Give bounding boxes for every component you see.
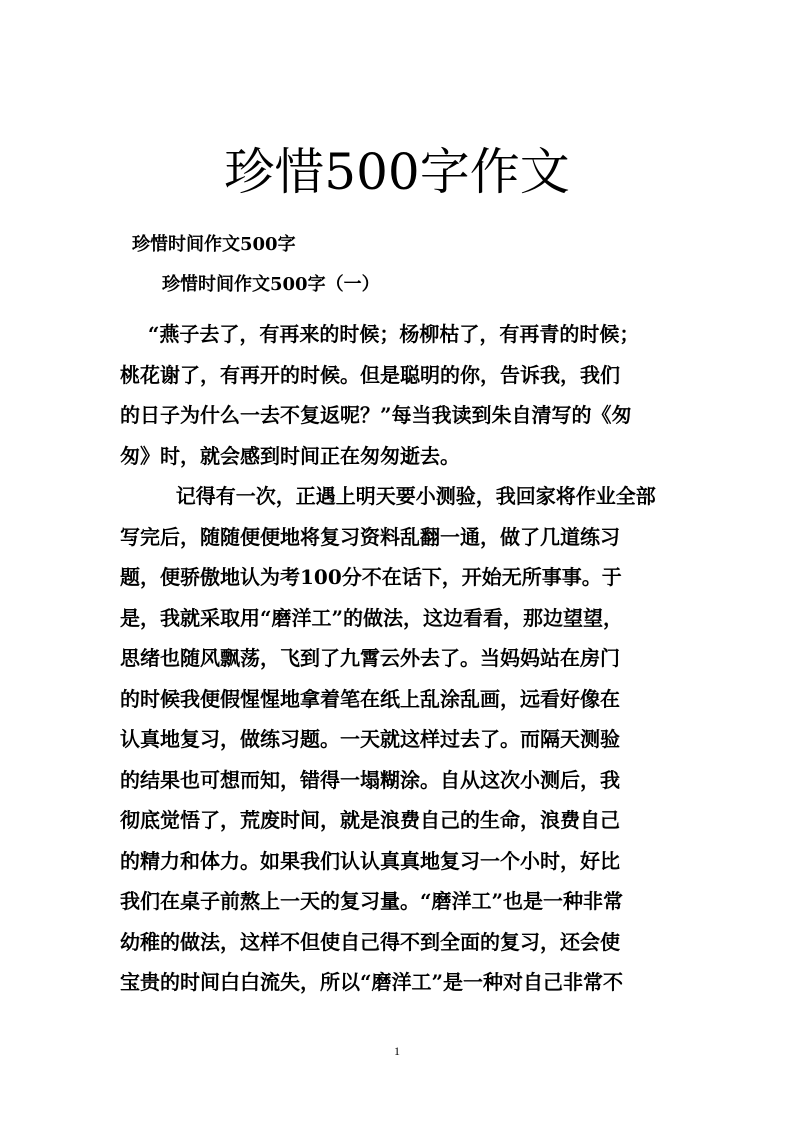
- text-line: 题，便骄傲地认为考100分不在话下，开始无所事事。于: [120, 565, 622, 589]
- text-line: 的结果也可想而知，错得一塌糊涂。自从这次小测后，我: [120, 767, 620, 792]
- text-line: 幼稚的做法，这样不但使自己得不到全面的复习，还会使: [120, 929, 620, 954]
- text-line: “燕子去了，有再来的时候；杨柳枯了，有再青的时候；: [120, 322, 640, 346]
- document-subtitle: 珍惜时间作文500字: [132, 234, 296, 255]
- text-line: 桃花谢了，有再开的时候。但是聪明的你，告诉我，我们: [120, 362, 620, 387]
- text-line: 认真地复习，做练习题。一天就这样过去了。而隔天测验: [120, 727, 620, 751]
- text-line: 匆》时，就会感到时间正在匆匆逝去。: [120, 443, 460, 468]
- essay-body: [120, 314, 680, 1003]
- paragraph-2: [120, 476, 680, 1003]
- section-heading: 珍惜时间作文500字（一）: [162, 274, 380, 295]
- paragraph-1: [120, 314, 680, 476]
- text-line: 的日子为什么一去不复返呢？”每当我读到朱自清写的《匆: [120, 403, 632, 427]
- text-line: 写完后，随随便便地将复习资料乱翻一通，做了几道练习: [120, 524, 620, 549]
- document-title: 珍惜500字作文: [224, 143, 570, 201]
- text-line: 我们在桌子前熬上一天的复习量。“磨洋工”也是一种非常: [120, 889, 624, 913]
- text-line: 的时候我便假惺惺地拿着笔在纸上乱涂乱画，远看好像在: [120, 686, 620, 711]
- text-line: 记得有一次，正遇上明天要小测验，我回家将作业全部: [120, 484, 656, 508]
- text-line: 是，我就采取用“磨洋工”的做法，这边看看，那边望望，: [120, 605, 624, 630]
- page-number: 1: [394, 1044, 400, 1058]
- text-line: 思绪也随风飘荡，飞到了九霄云外去了。当妈妈站在房门: [120, 646, 620, 670]
- text-line: 彻底觉悟了，荒废时间，就是浪费自己的生命，浪费自己: [120, 808, 620, 832]
- text-line: 的精力和体力。如果我们认认真真地复习一个小时，好比: [120, 848, 620, 873]
- text-line: 宝贵的时间白白流失，所以“磨洋工”是一种对自己非常不: [120, 970, 624, 994]
